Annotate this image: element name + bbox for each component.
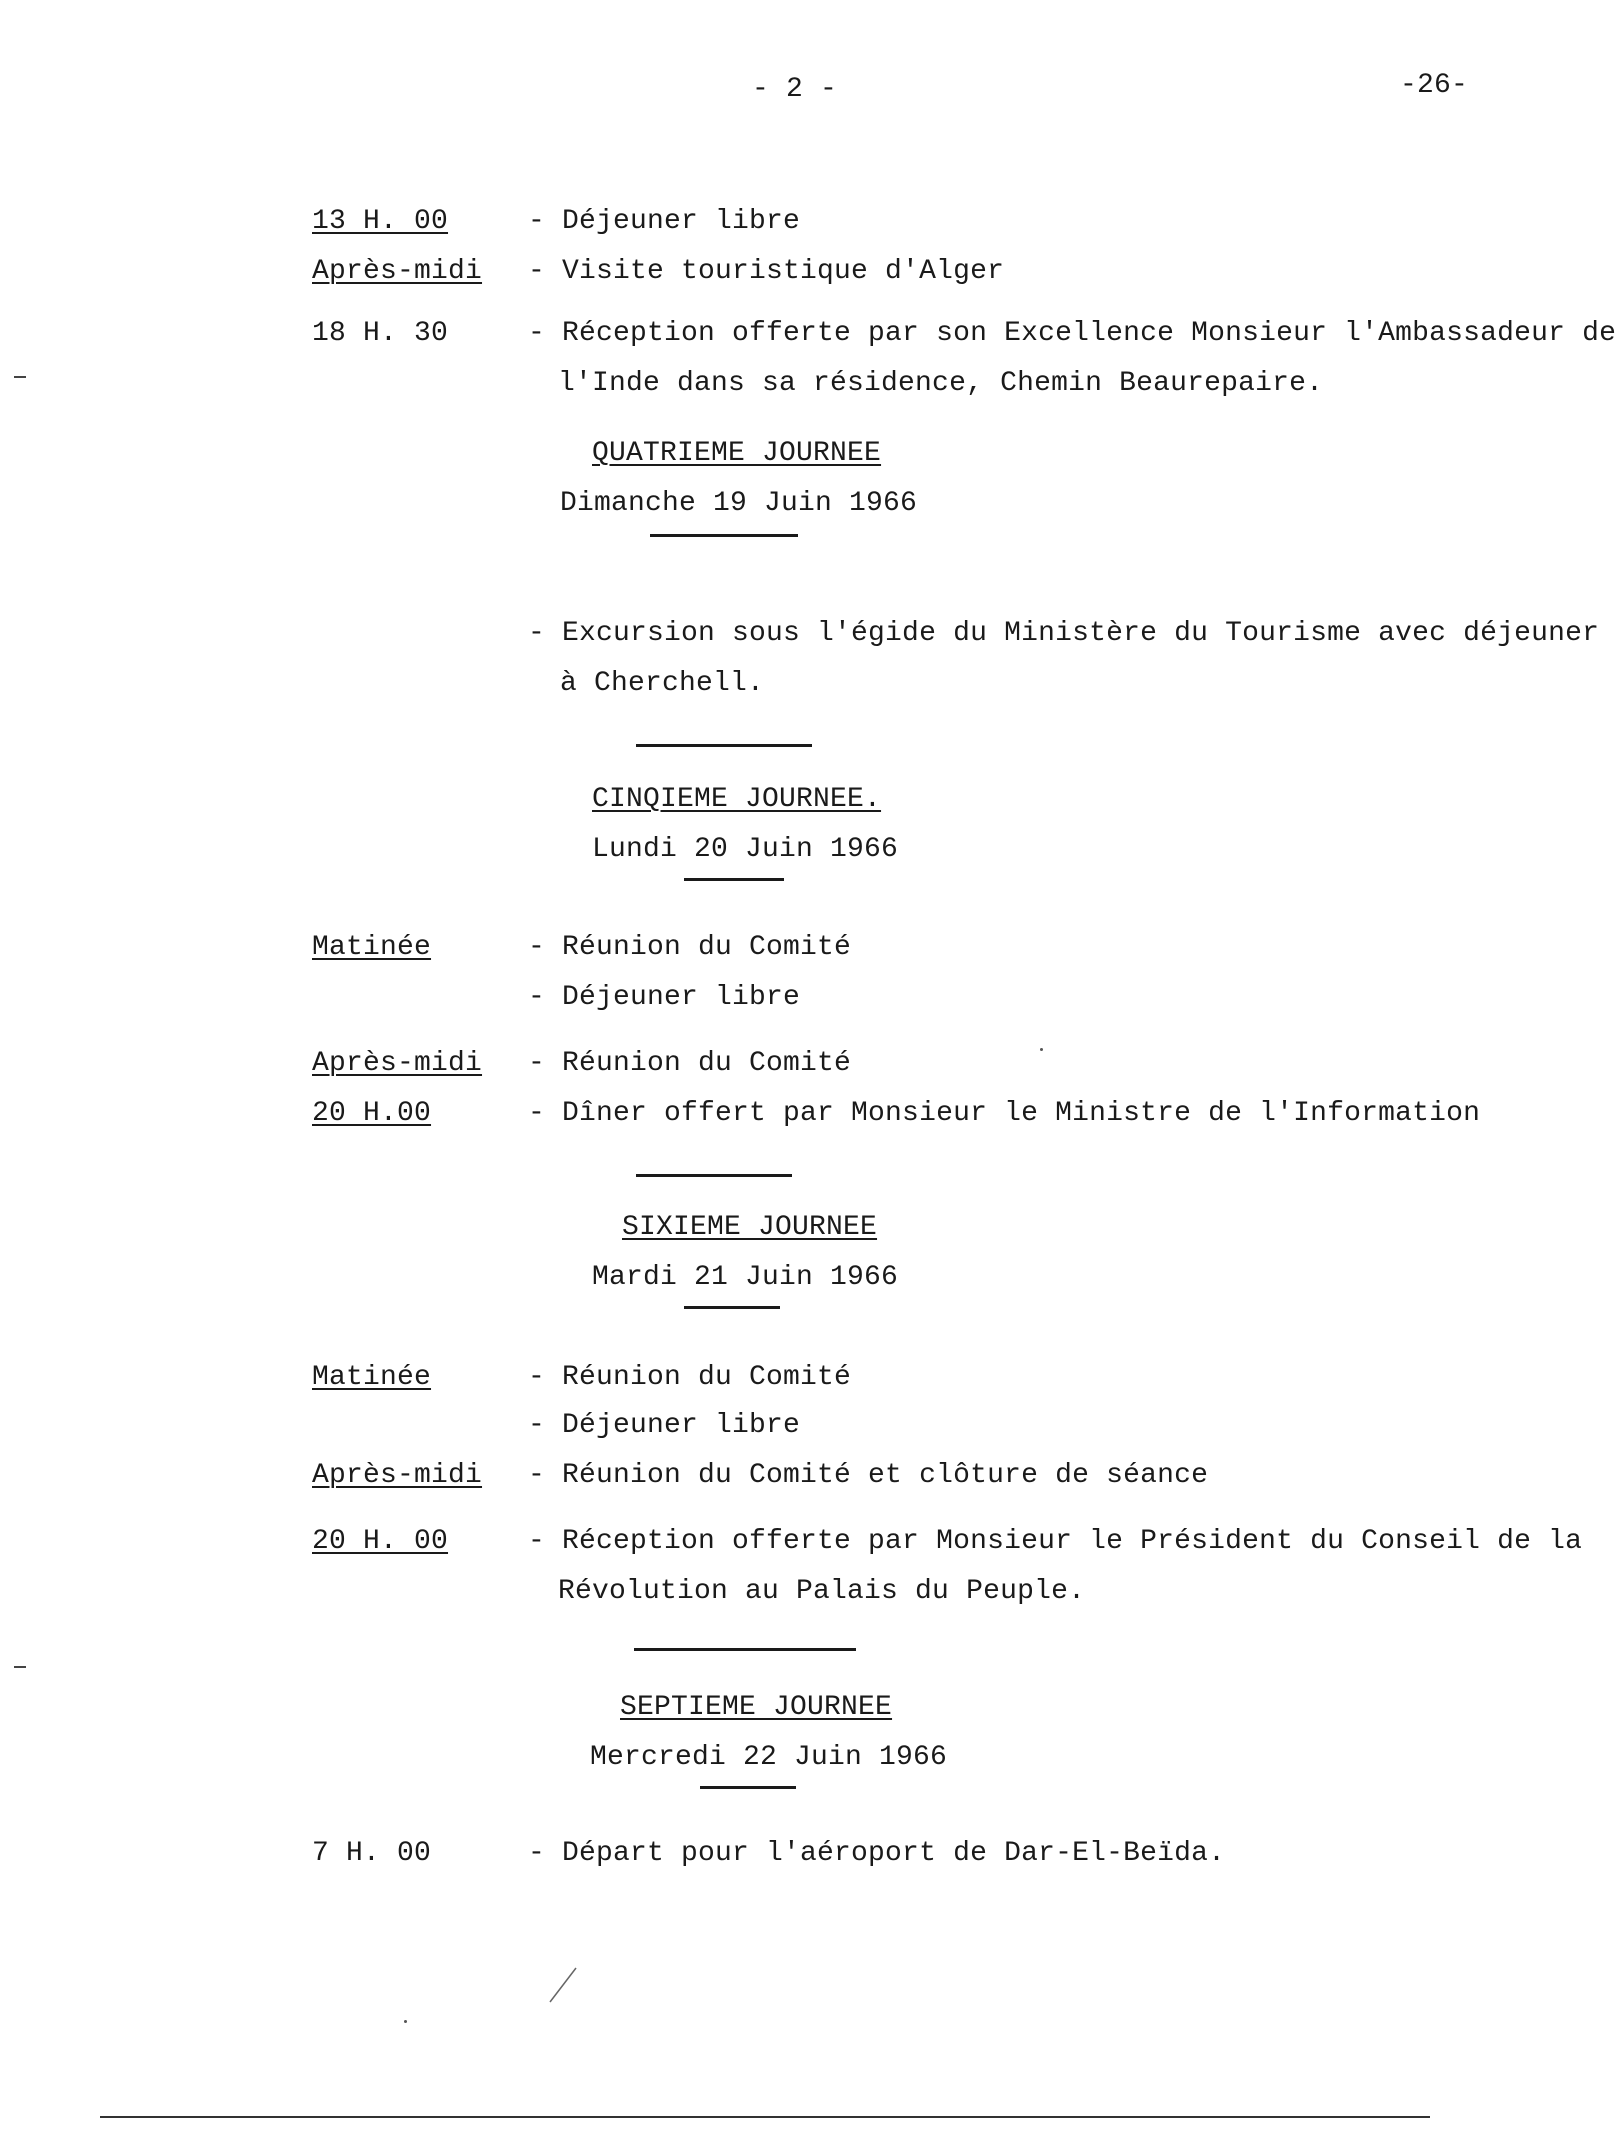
day-title: QUATRIEME JOURNEE <box>592 438 882 469</box>
schedule-item-continued: à Cherchell. <box>560 668 765 699</box>
day-date: Mardi 21 Juin 1966 <box>592 1262 899 1293</box>
page-number-center: - 2 - <box>752 74 838 105</box>
schedule-item: - Réception offerte par son Excellence Monsieur l'Ambassadeur de <box>528 318 1616 349</box>
schedule-item-continued: Révolution au Palais du Peuple. <box>558 1576 1086 1607</box>
time-label: 20 H.00 <box>312 1098 432 1129</box>
day-date: Mercredi 22 Juin 1966 <box>590 1742 948 1773</box>
time-label: 20 H. 00 <box>312 1526 449 1557</box>
section-divider <box>636 1174 792 1177</box>
schedule-item: - Visite touristique d'Alger <box>528 256 1005 287</box>
schedule-item: - Déjeuner libre <box>528 206 801 237</box>
time-label: Après-midi <box>312 1048 483 1079</box>
time-label: Après-midi <box>312 256 483 287</box>
margin-mark <box>14 376 26 378</box>
schedule-item: - Réception offerte par Monsieur le Président du Conseil de la <box>528 1526 1583 1557</box>
schedule-item: - Réunion du Comité et clôture de séance <box>528 1460 1209 1491</box>
page-bottom-edge <box>100 2116 1430 2118</box>
day-title: CINQIEME JOURNEE. <box>592 784 882 815</box>
schedule-item: - Réunion du Comité <box>528 932 852 963</box>
day-title: SIXIEME JOURNEE <box>622 1212 878 1243</box>
section-divider <box>650 534 798 537</box>
section-divider <box>684 1306 780 1309</box>
scan-speck <box>1040 1048 1043 1051</box>
time-label: 18 H. 30 <box>312 318 449 349</box>
pencil-stroke-mark <box>546 1962 582 2006</box>
schedule-item: - Déjeuner libre <box>528 1410 801 1441</box>
section-divider <box>684 878 784 881</box>
schedule-item: - Réunion du Comité <box>528 1362 852 1393</box>
scan-speck <box>404 2020 407 2023</box>
time-label: 7 H. 00 <box>312 1838 432 1869</box>
schedule-item: - Déjeuner libre <box>528 982 801 1013</box>
schedule-item: - Réunion du Comité <box>528 1048 852 1079</box>
page-number-right: -26- <box>1400 70 1469 101</box>
schedule-item: - Départ pour l'aéroport de Dar-El-Beïda. <box>528 1838 1226 1869</box>
section-divider <box>634 1648 856 1651</box>
schedule-item-continued: l'Inde dans sa résidence, Chemin Beaurepaire. <box>558 368 1324 399</box>
time-label: Après-midi <box>312 1460 483 1491</box>
schedule-item: - Excursion sous l'égide du Ministère du Tourisme avec déjeuner <box>528 618 1600 649</box>
time-label: 13 H. 00 <box>312 206 449 237</box>
day-date: Lundi 20 Juin 1966 <box>592 834 899 865</box>
schedule-item: - Dîner offert par Monsieur le Ministre de l'Information <box>528 1098 1481 1129</box>
day-title: SEPTIEME JOURNEE <box>620 1692 893 1723</box>
margin-mark <box>14 1666 26 1668</box>
day-date: Dimanche 19 Juin 1966 <box>560 488 918 519</box>
time-label: Matinée <box>312 932 432 963</box>
section-divider <box>700 1786 796 1789</box>
time-label: Matinée <box>312 1362 432 1393</box>
section-divider <box>636 744 812 747</box>
